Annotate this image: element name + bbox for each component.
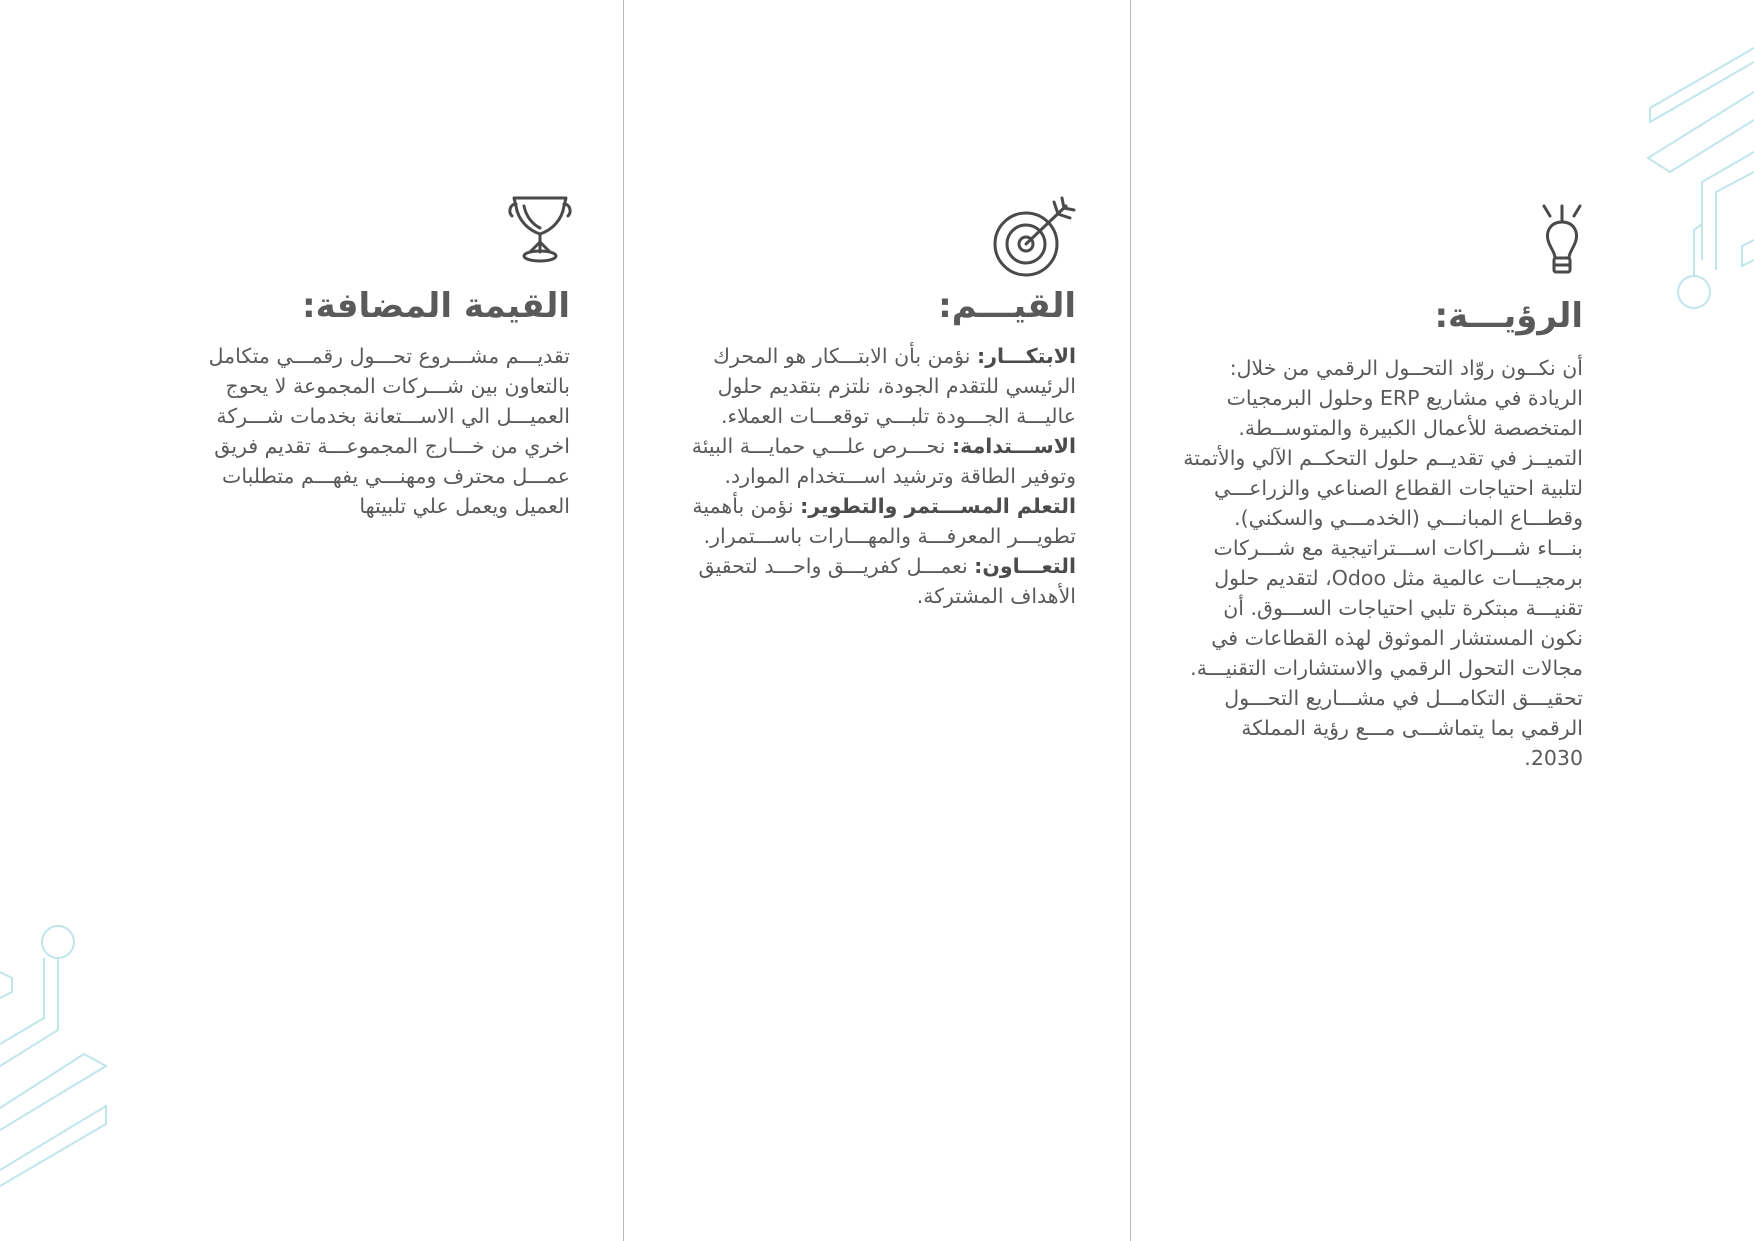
- value-term: التعلم المســـتمر والتطوير:: [800, 493, 1076, 518]
- value-term: الاســـتدامة:: [951, 433, 1076, 458]
- circuit-decoration-top-right: [1630, 30, 1754, 320]
- values-column: [676, 286, 1076, 611]
- value-term: التعـــاون:: [974, 553, 1076, 578]
- added-value-title: القيمة المضافة:: [302, 286, 570, 326]
- column-divider-right: [1130, 0, 1131, 1241]
- values-title: القيـــم:: [938, 286, 1076, 326]
- value-text: نؤمن بأهمية تطويـــر المعرفـــة والمهـــارات باســـتمرار.: [692, 493, 1076, 548]
- column-divider-left: [623, 0, 624, 1241]
- added-value-body: [170, 341, 570, 521]
- added-value-paragraph: تقديـــم مشـــروع تحـــول رقمـــي متكامل بالتعاون بين شـــركات المجموعة لا يحوج العميـــل الي الاســـتعانة بخدمات شـــركة اخري من خـــارج المجموعـــة تقديم فريق عمـــل محترف ومهنـــي يفهـــم متطلبات العميل ويعمل علي تلبيتها: [208, 343, 570, 518]
- added-value-column: [170, 286, 570, 521]
- vision-paragraph-1: أن نكــون روّاد التحــول الرقمي من خلال: الريادة في مشاريع ERP وحلول البرمجيات المتخصصة للأعمال الكبيرة والمتوســطة. التميــز في تقديــم حلول التحكــم الآلي والأتمتة لتلبية احتياجات القطاع الصناعي والزراعـــي وقطـــاع المبانـــي (الخدمـــي والسكني).: [1183, 355, 1583, 530]
- trophy-icon: [506, 194, 574, 266]
- values-body: [676, 341, 1076, 611]
- value-term: الابتكـــار:: [977, 343, 1076, 368]
- vision-paragraph-2: بنـــاء شـــراكات اســـتراتيجية مع شـــركات برمجيـــات عالمية مثل Odoo، لتقديم حلول تقنيـــة مبتكرة تلبي احتياجات الســـوق. أن نكون المستشار الموثوق لهذه القطاعات في مجالات التحول الرقمي والاستشارات التقنيـــة. تحقيـــق التكامـــل في مشـــاريع التحـــول الرقمي بما يتماشـــى مـــع رؤية المملكة 2030.: [1190, 535, 1583, 770]
- vision-title: الرؤيـــة:: [1434, 296, 1583, 336]
- value-text: نعمـــل كفريـــق واحـــد لتحقيق الأهداف المشتركة.: [698, 553, 1076, 608]
- vision-body: [1183, 353, 1583, 773]
- lightbulb-icon: [1536, 200, 1588, 280]
- target-icon: [992, 196, 1078, 278]
- vision-column: [1183, 296, 1583, 773]
- value-item-sustainability: [676, 431, 1076, 491]
- value-text: نحـــرص علـــي حمايـــة البيئة وتوفير الطاقة وترشيد اســـتخدام الموارد.: [691, 433, 1076, 488]
- value-text: نؤمن بأن الابتـــكار هو المحرك الرئيسي للتقدم الجودة، نلتزم بتقديم حلول عاليـــة الجـــودة تلبـــي توقعـــات العملاء.: [713, 343, 1076, 428]
- value-item-innovation: [676, 341, 1076, 431]
- value-item-cooperation: [676, 551, 1076, 611]
- circuit-decoration-bottom-left: [0, 920, 120, 1200]
- value-item-learning: [676, 491, 1076, 551]
